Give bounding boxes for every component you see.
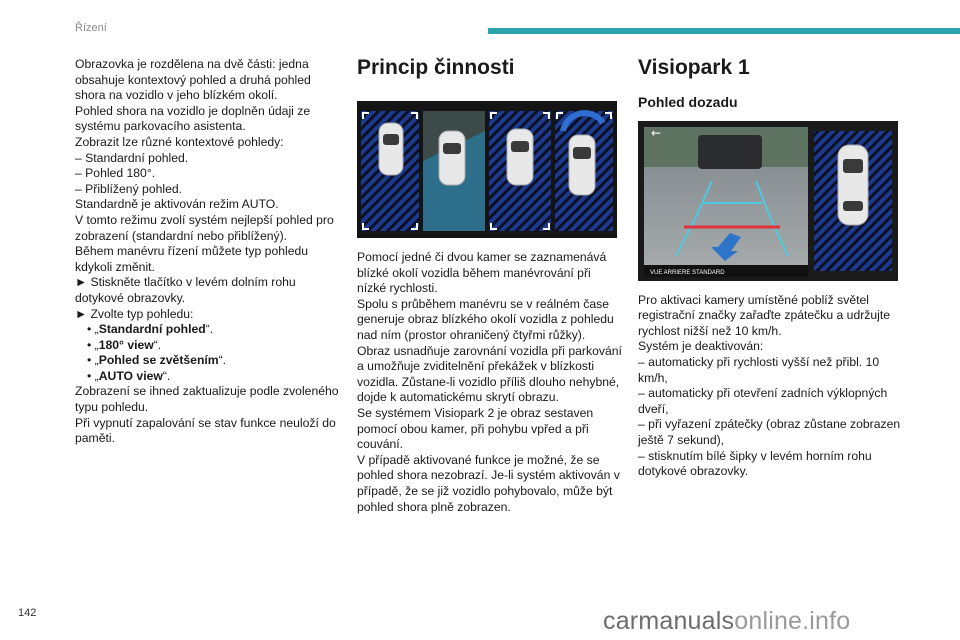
rear-view-figure — [638, 121, 898, 281]
text-line: ► Stiskněte tlačítko v levém dolním rohu dotykové obrazovky. — [75, 275, 296, 305]
header-accent-bar — [488, 28, 960, 34]
car-icon — [379, 123, 403, 175]
text-line: Zobrazit lze různé kontextové pohledy: — [75, 134, 284, 149]
surround-view-illustration — [357, 101, 617, 238]
car-icon — [439, 131, 465, 185]
rear-camera-illustration — [638, 121, 898, 281]
text-line: Pohled shora na vozidlo je doplněn údaji ze systému parkovacího asistenta. — [75, 103, 311, 134]
option-item: • „AUTO view“. — [87, 368, 171, 383]
option-label: AUTO view — [98, 368, 163, 383]
paragraph: Obraz usnadňuje zarovnání vozidla při parkování a umožňuje zviditelnění překážek v blízkosti vozidla. Zůstane-li vozidlo příliš dlouho nehybné, dojde k automatickému skrytí obrazu. — [357, 343, 622, 405]
parked-car — [698, 135, 762, 169]
section-heading: Visiopark 1 — [638, 56, 750, 79]
option-item: • „Pohled se zvětšením“. — [87, 353, 227, 368]
text-line: – Přiblížený pohled. — [75, 181, 183, 196]
watermark-part: carmanuals — [603, 607, 735, 635]
paragraph: – automaticky při rychlosti vyšší než přibl. 10 km/h, — [638, 354, 880, 385]
paragraph: Pomocí jedné či dvou kamer se zaznamenává blízké okolí vozidla během manévrování při nízké rychlosti. — [357, 250, 607, 296]
text-line: – Standardní pohled. — [75, 150, 189, 165]
text-line: ► Zvolte typ pohledu: — [75, 306, 194, 321]
watermark — [603, 607, 850, 636]
car-icon — [569, 135, 595, 195]
section-heading: Princip činnosti — [357, 56, 515, 79]
option-label: Standardní pohled — [98, 322, 206, 337]
paragraph: V případě aktivované funkce je možné, že se pohled shora nezobrazí. Je-li systém aktivován v případě, že se již vozidlo pohybovalo, může být pohled shora plně zobrazen. — [357, 452, 620, 514]
text-line: Obrazovka je rozdělena na dvě části: jedna obsahuje kontextový pohled a druhá pohled shora na vozidlo v jeho blízkém okolí. — [75, 57, 311, 103]
text-line: Při vypnutí zapalování se stav funkce neuloží do paměti. — [75, 415, 336, 446]
subsection-heading: Pohled dozadu — [638, 94, 738, 110]
back-arrow-icon[interactable]: ← — [651, 125, 662, 140]
car-icon — [507, 129, 533, 185]
text-line: V tomto režimu zvolí systém nejlepší pohled pro zobrazení (standardní nebo přiblížený). — [75, 212, 334, 243]
text-line: Zobrazení se ihned zaktualizuje podle zvoleného typu pohledu. — [75, 384, 339, 415]
paragraph: – automaticky při otevření zadních výklopných dveří, — [638, 386, 888, 416]
paragraph: Systém je deaktivován: — [638, 339, 764, 354]
paragraph: Pro aktivaci kamery umístěné poblíž světel registrační značky zařaďte zpátečku a udržujte rychlost nižší než 10 km/h. — [638, 292, 891, 338]
option-label: Pohled se zvětšením — [98, 353, 219, 368]
view-mode-label[interactable]: VUE ARRIERE STANDARD — [650, 269, 725, 276]
column-right — [638, 55, 903, 480]
watermark-part: online.info — [734, 607, 851, 635]
column-middle — [357, 55, 622, 515]
text-line: – Pohled 180°. — [75, 166, 156, 181]
column-left — [75, 57, 340, 447]
option-item: • „Standardní pohled“. — [87, 322, 214, 337]
text-line: Standardně je aktivován režim AUTO. — [75, 197, 279, 212]
paragraph: – stisknutím bílé šipky v levém horním rohu dotykové obrazovky. — [638, 448, 872, 479]
section-title: Řízení — [75, 22, 107, 34]
paragraph: Se systémem Visiopark 2 je obraz sestaven pomocí obou kamer, při pohybu vpřed a při couvání. — [357, 405, 594, 452]
paragraph: – při vyřazení zpátečky (obraz zůstane zobrazen ještě 7 sekund), — [638, 417, 901, 447]
paragraph: Spolu s průběhem manévru se v reálném čase generuje obraz blízkého okolí vozidla z pohledu nad ním (prostor ohraničený čtyřmi růžky). — [357, 296, 614, 342]
option-label: 180° view — [98, 337, 154, 352]
car-icon — [838, 145, 868, 225]
top-view-figure — [357, 101, 617, 238]
text-line: Během manévru řízení můžete typ pohledu kdykoli změnit. — [75, 244, 309, 274]
page-number: 142 — [18, 607, 37, 619]
option-item: • „180° view“. — [87, 337, 162, 352]
